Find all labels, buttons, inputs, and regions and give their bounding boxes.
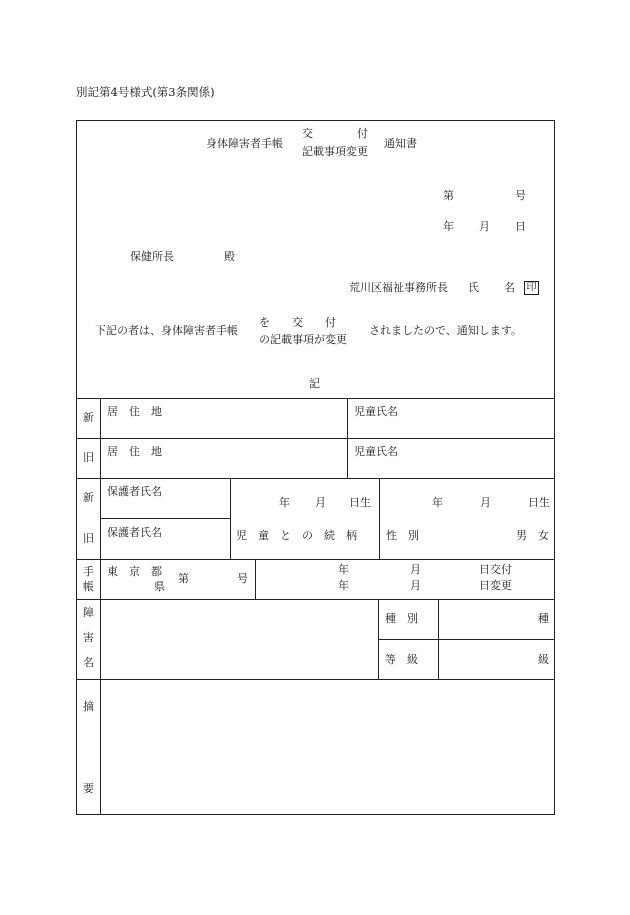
sex-values: 男 女	[516, 529, 549, 542]
tokyo-label: 東 京 都	[107, 565, 162, 578]
row-old-guardian-label: 旧	[83, 532, 94, 545]
date-day: 日	[515, 220, 526, 233]
relation-label: 児 童 と の 続 柄	[236, 529, 357, 542]
birth-day: 日生	[349, 496, 371, 509]
date-month: 月	[479, 220, 490, 233]
seal-mark: 印	[524, 281, 539, 295]
rule	[76, 478, 555, 479]
techo-label-2: 帳	[83, 580, 94, 593]
issue-day: 日交付	[479, 563, 512, 576]
addressee-name: 保健所長	[130, 250, 174, 263]
sex-label: 性 別	[386, 529, 419, 542]
remarks-bottom: 要	[83, 782, 94, 795]
doc-number-go: 号	[515, 189, 526, 202]
address-label-old: 居 住 地	[107, 445, 162, 458]
techo-go: 号	[237, 572, 248, 585]
row-new-guardian-label: 新	[83, 491, 94, 504]
techo-dai: 第	[178, 572, 189, 585]
rule	[76, 559, 555, 560]
notice-suffix: されましたので、通知します。	[369, 324, 522, 337]
guardian-label-old: 保護者氏名	[107, 526, 162, 539]
rule	[347, 398, 348, 478]
remarks-top: 摘	[83, 700, 94, 713]
form-id: 別記第4号様式(第3条関係)	[76, 85, 215, 99]
rule	[378, 639, 555, 640]
rule	[379, 478, 380, 559]
change-year: 年	[338, 579, 349, 592]
notice-option-change: の記載事項が変更	[259, 333, 347, 346]
type-label: 種 別	[385, 612, 418, 625]
rule	[255, 559, 256, 599]
techo-label-1: 手	[83, 565, 94, 578]
grade-label: 等 級	[385, 653, 418, 666]
sender-office: 荒川区福祉事務所長	[349, 281, 448, 294]
ki-label: 記	[309, 377, 320, 390]
child-name-label-new: 児童氏名	[354, 405, 398, 418]
change-day: 日変更	[479, 579, 512, 592]
rule	[76, 438, 555, 439]
title-option-change: 記載事項変更	[302, 145, 368, 158]
address-label-new: 居 住 地	[107, 405, 162, 418]
type-value: 種	[538, 612, 549, 625]
title-prefix: 身体障害者手帳	[206, 137, 283, 150]
birth2-year: 年	[432, 496, 443, 509]
change-month: 月	[410, 579, 421, 592]
disability-char: 名	[83, 656, 94, 669]
issue-month: 月	[410, 563, 421, 576]
guardian-label-new: 保護者氏名	[107, 485, 162, 498]
disability-char: 害	[83, 631, 94, 644]
notice-option-issue: を 交 付	[259, 316, 336, 329]
notice-prefix: 下記の者は、身体障害者手帳	[95, 324, 238, 337]
title-option-issue: 交 付	[302, 127, 368, 140]
rule	[230, 478, 231, 559]
ken-label: 県	[154, 580, 165, 593]
rule	[76, 398, 555, 399]
grade-value: 級	[538, 653, 549, 666]
rule	[100, 398, 101, 815]
birth-month: 月	[315, 496, 326, 509]
birth2-month: 月	[480, 496, 491, 509]
rule	[76, 679, 555, 680]
doc-number-dai: 第	[443, 189, 454, 202]
sender-shi: 氏	[468, 281, 479, 294]
date-year: 年	[443, 220, 454, 233]
issue-year: 年	[338, 563, 349, 576]
title-suffix: 通知書	[384, 137, 417, 150]
rule	[100, 518, 230, 519]
rule	[438, 599, 439, 679]
disability-char: 障	[83, 606, 94, 619]
birth-year: 年	[279, 496, 290, 509]
row-new-label: 新	[83, 411, 94, 424]
row-old-label: 旧	[83, 451, 94, 464]
sender-mei: 名	[504, 281, 515, 294]
birth2-day: 日生	[528, 496, 550, 509]
rule	[378, 599, 379, 679]
addressee-honorific: 殿	[224, 250, 235, 263]
child-name-label-old: 児童氏名	[354, 445, 398, 458]
rule	[76, 599, 555, 600]
